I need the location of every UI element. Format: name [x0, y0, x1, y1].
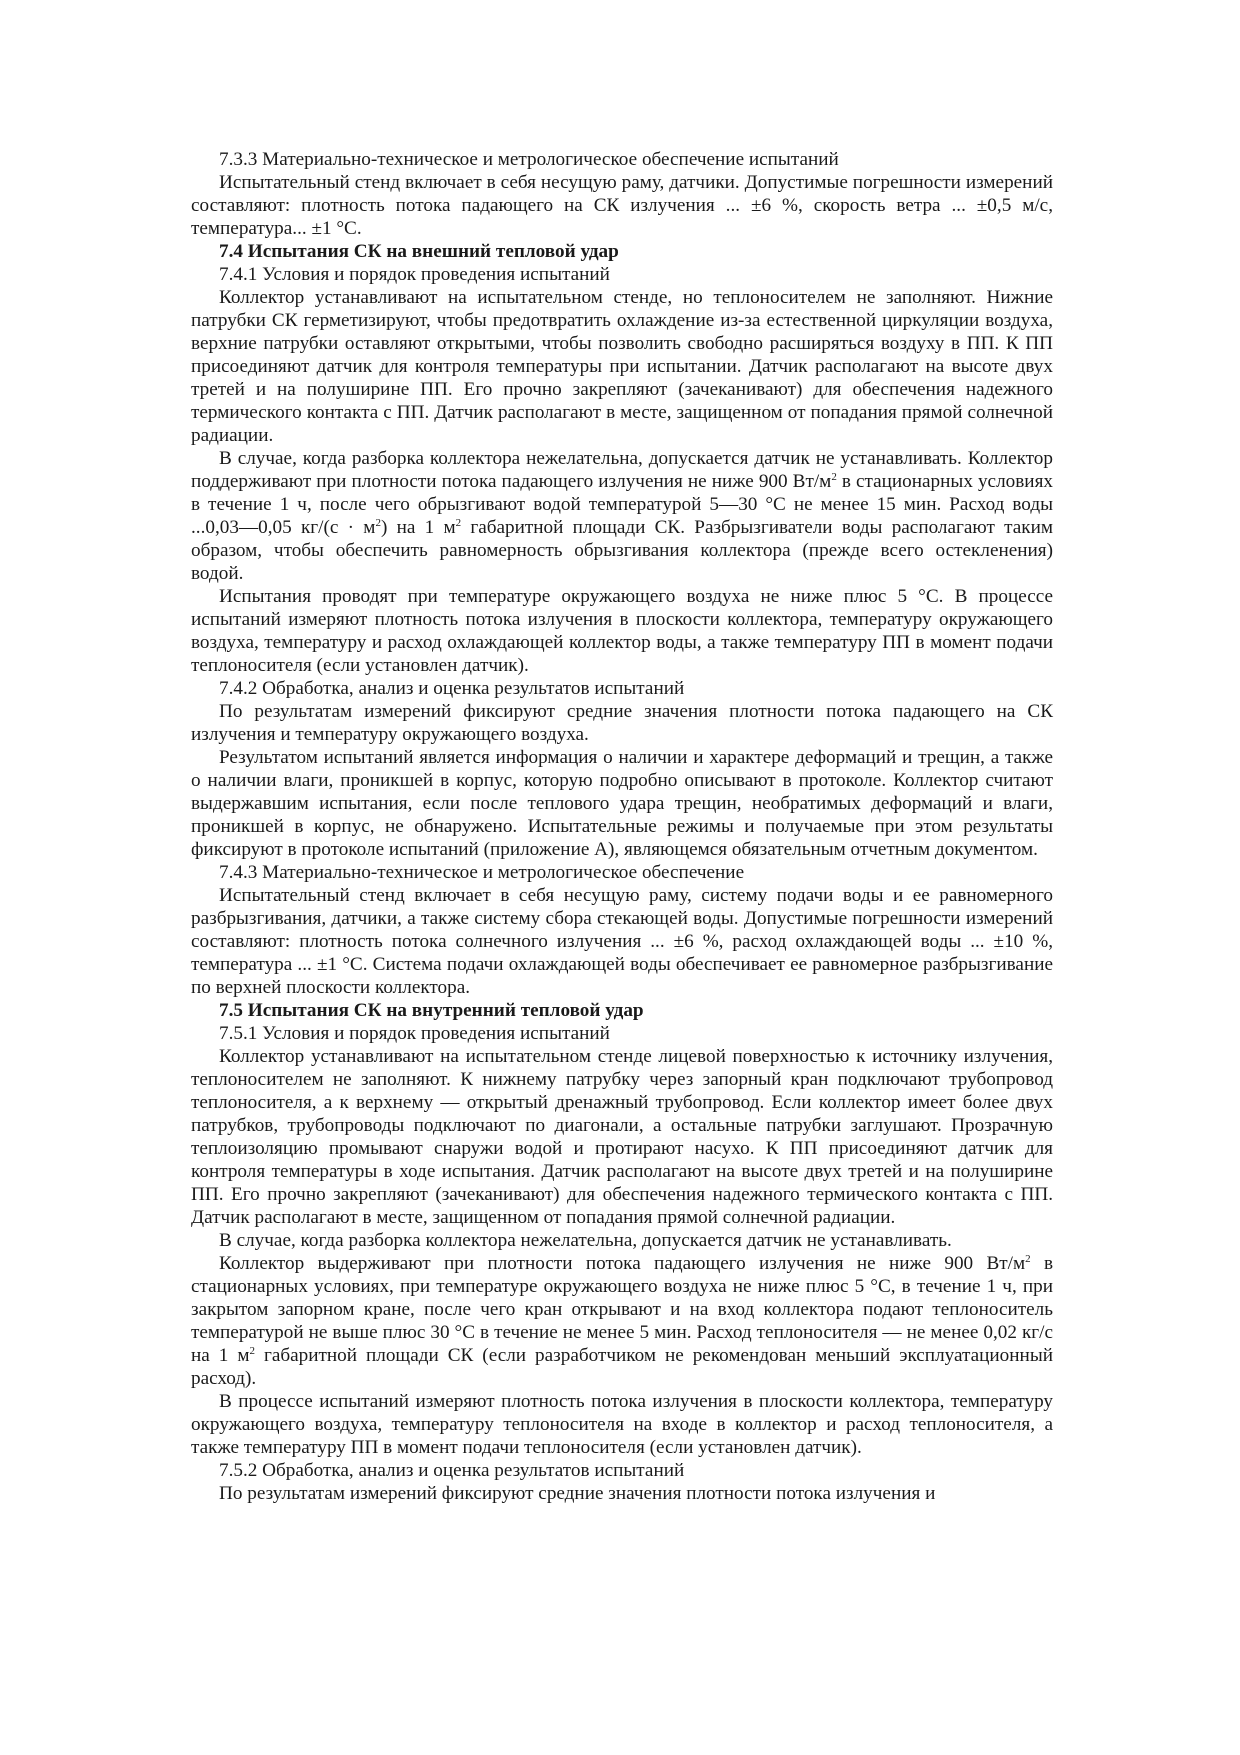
paragraph: По результатам измерений фиксируют средние значения плотности потока падающего на СК излучения и температуру окружающего воздуха.: [191, 701, 1053, 745]
superscript: 2: [1025, 1253, 1031, 1265]
superscript: 2: [375, 517, 381, 529]
paragraph: [191, 1252, 1053, 1390]
section-heading: 7.5 Испытания СК на внутренний тепловой удар: [219, 1000, 644, 1021]
superscript: 2: [249, 1345, 255, 1357]
paragraph: Испытательный стенд включает в себя несущую раму, систему подачи воды и ее равномерного разбрызгивания, датчики, а также систему сбора стекающей воды. Допустимые погрешности измерений составляют: плотность потока солнечного излучения ... ±6 %, расход охлаждающей воды ... ±10 %, температура ... ±1 °С. Система подачи охлаждающей воды обеспечивает ее равномерное разбрызгивание по верхней плоскости коллектора.: [191, 885, 1053, 998]
subsection-heading: 7.5.1 Условия и порядок проведения испытаний: [219, 1023, 610, 1044]
paragraph: Испытания проводят при температуре окружающего воздуха не ниже плюс 5 °С. В процессе испытаний измеряют плотность потока излучения в плоскости коллектора, температуру окружающего воздуха, температуру и расход охлаждающей коллектор воды, а также температуру ПП в момент подачи теплоносителя (если установлен датчик).: [191, 586, 1053, 676]
text-segment: габаритной площади СК. Разбрызгиватели воды располагают таким образом, чтобы обеспечить равномерность обрызгивания коллектора (прежде всего остекленения) водой.: [191, 517, 1053, 584]
paragraph: Испытательный стенд включает в себя несущую раму, датчики. Допустимые погрешности измерений составляют: плотность потока падающего на СК излучения ... ±6 %, скорость ветра ... ±0,5 м/с, температура... ±1 °С.: [191, 172, 1053, 239]
superscript: 2: [455, 517, 462, 529]
paragraph: Коллектор устанавливают на испытательном стенде лицевой поверхностью к источнику излучения, теплоносителем не заполняют. К нижнему патрубку через запорный кран подключают трубопровод теплоносителя, а к верхнему — открытый дренажный трубопровод. Если коллектор имеет более двух патрубков, трубопроводы подключают по диагонали, а остальные патрубки заглушают. Прозрачную теплоизоляцию промывают снаружи водой и протирают насухо. К ПП присоединяют датчик для контроля температуры в ходе испытания. Датчик располагают на высоте двух третей и на полуширине ПП. Его прочно закрепляют (зачеканивают) для обеспечения надежного термического контакта с ПП. Датчик располагают в месте, защищенном от попадания прямой солнечной радиации.: [191, 1046, 1053, 1228]
subsection-heading: 7.4.3 Материально-техническое и метрологическое обеспечение: [219, 862, 745, 883]
text-segment: габаритной площади СК (если разработчиком не рекомендован меньший эксплуатационный расход).: [191, 1345, 1053, 1389]
subsection-heading: 7.5.2 Обработка, анализ и оценка результатов испытаний: [219, 1460, 685, 1481]
paragraph: В процессе испытаний измеряют плотность потока излучения в плоскости коллектора, температуру окружающего воздуха, температуру теплоносителя на входе в коллектор и расход теплоносителя, а также температуру ПП в момент подачи теплоносителя (если установлен датчик).: [191, 1391, 1053, 1458]
subsection-heading: 7.4.2 Обработка, анализ и оценка результатов испытаний: [219, 678, 685, 699]
paragraph: В случае, когда разборка коллектора нежелательна, допускается датчик не устанавливать.: [219, 1230, 952, 1251]
text-segment: в стационарных условиях, при температуре окружающего воздуха не ниже плюс 5 °С, в течение 1 ч, при закрытом запорном кране, после чего кран открывают и на вход коллектора подают теплоноситель температурой не выше плюс 30 °С в течение не менее 5 мин. Расход теплоносителя — не менее 0,02 кг/с на 1 м: [191, 1253, 1054, 1366]
paragraph: [191, 447, 1053, 585]
paragraph: Результатом испытаний является информация о наличии и характере деформаций и трещин, а также о наличии влаги, проникшей в корпус, которую подробно описывают в протоколе. Коллектор считают выдержавшим испытания, если после теплового удара трещин, необратимых деформаций и влаги, проникшей в корпус, не обнаружено. Испытательные режимы и получаемые при этом результаты фиксируют в протоколе испытаний (приложение А), являющемся обязательным отчетным документом.: [191, 747, 1053, 860]
text-segment: В случае, когда разборка коллектора нежелательна, допускается датчик не устанавливать. Коллектор поддерживают при плотности потока падающего излучения не ниже 900 Вт/м: [191, 448, 1053, 492]
superscript: 2: [831, 471, 837, 483]
paragraph: Коллектор устанавливают на испытательном стенде, но теплоносителем не заполняют. Нижние патрубки СК герметизируют, чтобы предотвратить охлаждение из-за естественной циркуляции воздуха, верхние патрубки оставляют открытыми, чтобы позволить свободно расширяться воздуху в ПП. К ПП присоединяют датчик для контроля температуры при испытании. Датчик располагают на высоте двух третей и на полуширине ПП. Его прочно закрепляют (зачеканивают) для обеспечения надежного термического контакта с ПП. Датчик располагают в месте, защищенном от попадания прямой солнечной радиации.: [191, 287, 1053, 446]
text-segment: в стационарных условиях в течение 1 ч, после чего обрызгивают водой температурой 5—30 °С не менее 15 мин. Расход воды ...0,03—0,05 кг/(с · м: [191, 471, 1053, 538]
document-page: [191, 148, 1053, 1505]
subsection-heading: 7.3.3 Материально-техническое и метрологическое обеспечение испытаний: [219, 149, 839, 170]
text-segment: ) на 1 м: [380, 517, 456, 538]
subsection-heading: 7.4.1 Условия и порядок проведения испытаний: [219, 264, 610, 285]
section-heading: 7.4 Испытания СК на внешний тепловой удар: [219, 241, 619, 262]
text-segment: Коллектор выдерживают при плотности потока падающего излучения не ниже 900 Вт/м: [219, 1253, 1026, 1274]
paragraph: По результатам измерений фиксируют средние значения плотности потока излучения и: [219, 1483, 936, 1504]
